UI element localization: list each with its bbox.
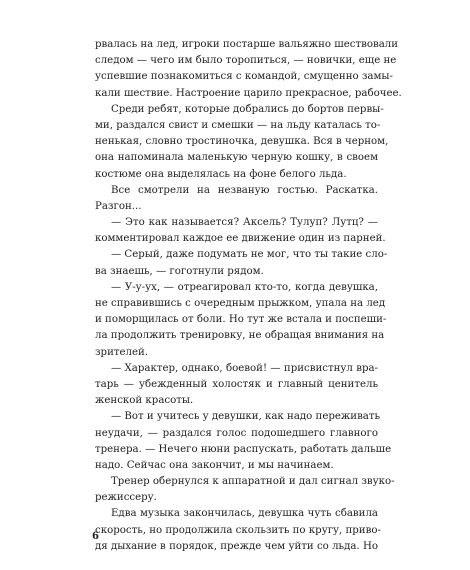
text-line: Среди ребят, которые добрались до бортов первы-: [111, 103, 384, 115]
text-line: ла продолжить тренировку, не обращая внимания на: [95, 330, 385, 342]
text-line: тренера. — Нечего нюни распускать, работать дальше: [95, 443, 392, 455]
text-line: и поморщилась от боли. Но тут же встала и поспеши-: [95, 314, 387, 326]
text-line: рвалась на лед, игроки постарше вальяжно шествовали: [95, 39, 399, 50]
text-line: женской красоты.: [95, 395, 194, 407]
page-body-text: [95, 37, 402, 555]
text-line: надо. Сейчас она закончит, и мы начинаем.: [95, 459, 334, 471]
text-line: костюме она выделялась на фоне белого льда.: [95, 168, 347, 180]
text-line: ненькая, словно тростиночка, девушка. Вся в черном,: [95, 136, 389, 148]
text-line: ва знаешь, — гоготнули рядом.: [95, 265, 264, 277]
text-line: комментировал каждое ее движение один из парней.: [95, 233, 386, 245]
text-line: не справившись с очередным прыжком, упала на лед: [95, 298, 386, 309]
text-line: — Вот и учитесь у девушки, как надо переживать: [111, 411, 381, 423]
text-line: Тренер обернулся к аппаратной и дал сигнал звуко-: [111, 476, 395, 488]
text-line: следом — чего им было торопиться, — новички, еще не: [95, 55, 397, 67]
page-number: 6: [92, 531, 99, 542]
text-line: Все смотрели на незваную гостью. Раскатка.: [111, 184, 378, 196]
text-line: Разгон...: [95, 200, 142, 212]
text-line: кали шествие. Настроение царило прекрасное, рабочее.: [95, 87, 402, 99]
text-line: Едва музыка закончилась, девушка чуть сбавила: [111, 508, 378, 520]
text-line: — У-у-ух, — отреагировал кто-то, когда девушка,: [111, 281, 378, 293]
text-line: — Характер, однако, боевой! — присвистнул врa-: [111, 362, 378, 374]
text-line: — Серый, даже подумать не мог, что ты такие сло-: [111, 249, 388, 261]
text-line: тарь — убежденный холостяк и главный ценитель: [95, 378, 378, 390]
text-line: — Это как называется? Аксель? Тулуп? Лутц? —: [111, 217, 378, 229]
text-line: успевшие познакомиться с командой, смущенно замы-: [95, 71, 393, 83]
text-line: зрителей.: [95, 346, 149, 358]
text-line: неудачи, — раздался голос подошедшего главного: [95, 427, 378, 439]
text-line: скорость, но продолжила скользить по кругу, приво-: [95, 524, 381, 536]
text-line: режиссеру.: [95, 492, 157, 504]
text-line: ми, раздался свист и смешки — на льду каталась то-: [95, 119, 381, 131]
text-line: дя дыхание в порядок, прежде чем уйти со льда. Но: [95, 540, 378, 552]
text-line: она напоминала маленькую черную кошку, в своем: [95, 152, 378, 164]
